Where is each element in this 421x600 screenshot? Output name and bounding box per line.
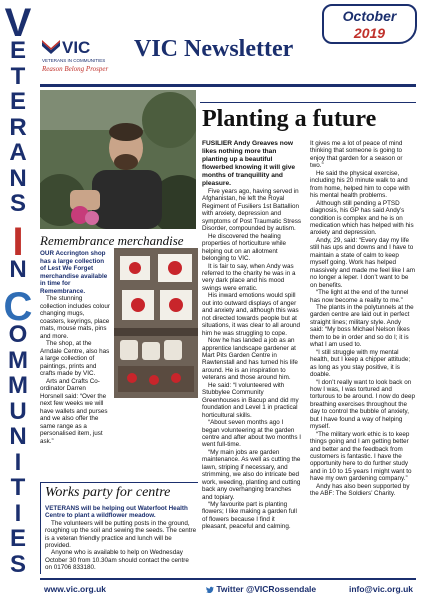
article-paragraph: He said: “I volunteered with Stubbylee Community Greenhouses in Bacup and did my foundation and Level 1 in practical horticultural skills. (202, 381, 299, 419)
article-paragraph: His inward emotions would spill out into outward displays of anger and anxiety and, although this was not directed towards people but at situations, it was clear to all around him he was struggling to cope. (202, 292, 301, 337)
vertical-title-letter: N (9, 423, 27, 450)
footer (0, 582, 421, 598)
vertical-title (0, 0, 40, 580)
article-paragraph: “The light at the end of the tunnel has now become a reality to me.” (310, 289, 409, 304)
article-paragraph: Five years ago, having served in Afghanistan, he left the Royal Regiment of Fusiliers 1st Battallion with anxiety, depression and symptoms of Post Traumatic Stress Disorder, compounded by autism. (202, 188, 302, 233)
article-paragraph: “The military work ethic is to keep things going and I am getting better and better and the feedback from customers is fantastic. I have the opportunity here to do further study and in 10 to 15 years I might want to have my own gardening company.” (310, 430, 412, 483)
article-paragraph: Although still pending a PTSD diagnosis, his GP has said Andy’s condition is complex and he is on medication which has helped with his anxiety and depression. (310, 199, 414, 237)
issue-date-badge (322, 4, 417, 44)
work-party-section (40, 482, 198, 574)
article-paragraph: He discovered the healing properties of horticulture while helping out on an allotment belonging to VIC. (202, 232, 286, 263)
merch-paragraph: The shop, at the Arndale Centre, also has a large collection of paintings, prints and crafts made by VIC. (40, 340, 110, 377)
twitter-icon (206, 586, 214, 593)
article-divider (200, 102, 416, 103)
email-link[interactable]: info@vic.org.uk (348, 584, 413, 594)
logo-text: VIC (62, 38, 91, 57)
vic-logo (40, 36, 130, 80)
article-paragraph: “I still struggle with my mental health, but I keep a chipper attitude; as long as you stay positive, it is doable. (310, 348, 411, 379)
andy-greaves-photo (40, 90, 196, 229)
work-party-article (45, 505, 197, 572)
work-party-lead: VETERANS will be helping out Waterfoot Health Centre to plant a wildflower meadow. (45, 505, 188, 520)
logo-tagline: VETERANS IN COMMUNITIES (42, 58, 106, 63)
vertical-title-letter: M (8, 346, 28, 374)
work-party-paragraph: Anyone who is available to help on Wednesday October 30 from 10.30am should contact the centre on 01706 833180. (45, 549, 189, 572)
article-column-2 (310, 140, 416, 498)
vertical-title-letter: V (4, 1, 32, 45)
website-link[interactable]: www.vic.org.uk (44, 584, 107, 594)
footer-divider (40, 578, 416, 580)
article-paragraph: The plants in the polytunnels at the garden centre are laid out in perfect straight lines; military style. Andy said: “My boss Michael Nelson likes them to be in order and so do I; it is what I am used to. (310, 303, 414, 349)
vertical-title-letter: M (8, 372, 28, 399)
article-lead: FUSILIER Andy Greaves now likes nothing more than planting up a beautiful flowerbed knowing it will give months of tranquillity and pleasure. (202, 140, 296, 187)
vertical-title-letter: U (9, 397, 27, 425)
merch-article (40, 250, 110, 445)
vertical-title-letter: S (9, 550, 26, 578)
article-paragraph: “My main jobs are garden maintenance. As well as cutting the lawn, striping if necessary, and strimming, we also do intricate bed work, weeding, planting and cutting back any overhanging branches and topiary. (202, 448, 301, 501)
vertical-title-letter: O (8, 321, 28, 348)
article-paragraph: “I don’t really want to look back on how I was, I was tortured and torturous to be around. I now do deep breathing exercises throughout the day to control the bubble of anxiety, but I have found a way of helping myself. (310, 378, 416, 431)
header-divider (40, 84, 416, 87)
article-paragraph: He said the physical exercise, including his 20 minute walk to and from home, helped him to cope with his mental health problems. (310, 169, 410, 200)
merch-paragraph: The stunning collection includes colour changing mugs, coasters, keyrings, place mats, mouse mats, pins and more. (40, 295, 111, 340)
chevron-logo-icon (42, 40, 60, 56)
vertical-title-letter: A (9, 139, 27, 166)
issue-year: 2019 (353, 25, 386, 41)
vertical-title-letter: T (10, 474, 26, 501)
article-paragraph: “About seven months ago I began volunteering at the garden centre and after about two months I went full-time. (202, 419, 302, 449)
vertical-title-letter: C (3, 285, 33, 329)
article-paragraph: Andy has also been supported by the ABF: The Soldiers’ Charity. (310, 482, 410, 498)
merch-paragraph: Arts and Crafts Co-ordinator Darren Horsnell said: “Over the next few weeks we will have wallets and purses and we also offer the same range as a personalised item, just ask.” (40, 377, 108, 445)
logo-script: Reason Belong Prosper (42, 65, 109, 73)
vertical-title-letter: I (14, 499, 22, 527)
twitter-link[interactable] (206, 584, 316, 594)
work-party-paragraph: The volunteers will be putting posts in the ground, roughing up the soil and sewing the seeds. The centre is a veteran friendly practice and lunch will be provided. (45, 519, 197, 550)
article-paragraph: Now he has landed a job as an apprentice landscape gardener at Mart Pits Garden Centre in Rawtenstall and has turned his life around. He is an inspiration to veterans and those around him. (202, 337, 298, 382)
vertical-title-letter: E (9, 88, 26, 115)
twitter-handle: Twitter @VICRossendale (216, 584, 317, 594)
article-paragraph: “My favourite part is planting flowers; I like making a garden full of flowers because I find it pleasant, peaceful and calming. (202, 501, 297, 531)
merch-heading: Remembrance merchandise (40, 233, 184, 248)
merch-lead: OUR Accrington shop has a large collection of Lest We Forget merchandise available in time for Remembrance. (40, 250, 108, 295)
vertical-title-letter: E (9, 37, 26, 64)
vertical-title-letter: T (10, 62, 26, 90)
vertical-title-letter: I (14, 448, 22, 476)
work-party-heading: Works party for centre (45, 485, 171, 500)
vertical-title-letter: S (9, 190, 26, 217)
article-column-1 (202, 140, 302, 531)
newsletter-title: VIC Newsletter (134, 36, 294, 62)
vertical-title-letter: E (9, 525, 26, 552)
article-paragraph: It is fair to say, when Andy was referred to the charity he was in a very dark place and his mood swings were erratic. (202, 262, 296, 292)
vertical-title-letter: N (9, 164, 27, 192)
article-paragraph: It gives me a lot of peace of mind thinking that someone is going to enjoy that garden for a season or two.” (310, 140, 403, 170)
vertical-title-letter: I (12, 219, 24, 264)
vertical-title-letter: R (9, 113, 27, 141)
article-paragraph: Andy, 29, said: “Every day my life still has ups and downs and I have to maintain a state of calm to keep myself going. Work has helped massively and made me feel like I am no longer a leper. I don’t want to be on benefits. (310, 236, 415, 289)
merchandise-photo (114, 248, 198, 398)
vertical-title-letter: N (9, 255, 27, 283)
article-heading: Planting a future (202, 106, 377, 132)
issue-month: October (342, 8, 397, 24)
